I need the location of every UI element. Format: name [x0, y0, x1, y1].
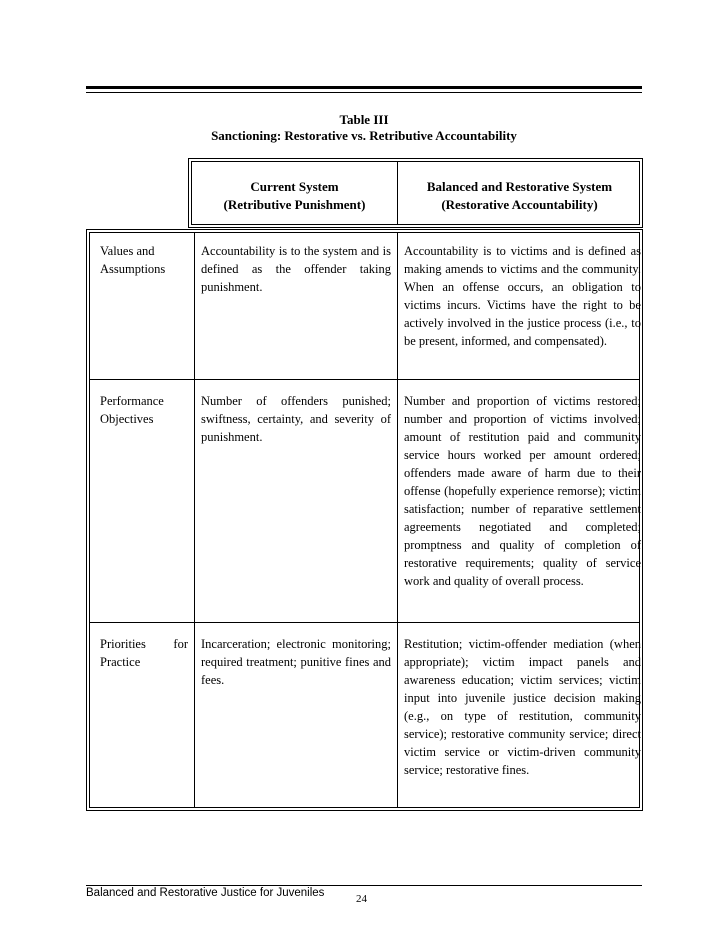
row-values-balanced: Accountability is to victims and is defined as making amends to victims and the community. When an offense occurs, an obligation to victims incurs. Victims have the right to be actively involved in the justice process (i.e., to be present, informed, and compensated). [404, 244, 641, 348]
page-number: 24 [356, 893, 367, 905]
top-rule [86, 86, 642, 89]
row-priorities-balanced: Restitution; victim-offender mediation (when appropriate); victim impact panels and awareness education; victim services; victim input into juvenile justice decision making (e.g., on type of restitution, community service); restorative community service; direct victim service or victim-driven community service; restorative fines. [404, 637, 641, 777]
table-title: Sanctioning: Restorative vs. Retributive Accountability [211, 128, 517, 143]
table-number: Table III [339, 112, 389, 127]
header-current-subtitle: (Retributive Punishment) [223, 197, 366, 212]
row-label-priorities: Priorities for Practice [100, 637, 188, 669]
table-body-inner [89, 232, 640, 808]
table-body [86, 229, 643, 811]
header-balanced-title: Balanced and Restorative System [426, 179, 613, 194]
row-divider-2 [90, 622, 639, 623]
table-header [188, 158, 643, 228]
header-current-system [192, 178, 397, 214]
header-balanced-subtitle: (Restorative Accountability) [441, 197, 598, 212]
header-current-title: Current System [250, 179, 339, 194]
column-divider-2 [397, 233, 398, 807]
top-rule-thin [86, 92, 642, 93]
column-divider-1 [194, 233, 195, 807]
row-label-performance: Performance Objectives [100, 394, 164, 426]
row-performance-balanced: Number and proportion of victims restored; number and proportion of victims involved; amount of restitution paid and community service hours worked per amount ordered; offenders made aware of harm due to their offense (hopefully experience remorse); victim satisfaction; number of reparative settlement agreements negotiated and completed; promptness and quality of completion of restorative requirements; quality of service work and quality of overall process. [404, 394, 641, 588]
row-values-current: Accountability is to the system and is defined as the offender taking punishment. [201, 244, 391, 294]
footer-source: Balanced and Restorative Justice for Juveniles [86, 887, 325, 899]
row-priorities-current: Incarceration; electronic monitoring; required treatment; punitive fines and fees. [201, 637, 391, 687]
header-balanced-system [398, 178, 641, 214]
row-divider-1 [90, 379, 639, 380]
row-performance-current: Number of offenders punished; swiftness, certainty, and severity of punishment. [201, 394, 391, 444]
row-label-values: Values and Assumptions [100, 244, 166, 276]
table-header-inner [191, 161, 640, 225]
